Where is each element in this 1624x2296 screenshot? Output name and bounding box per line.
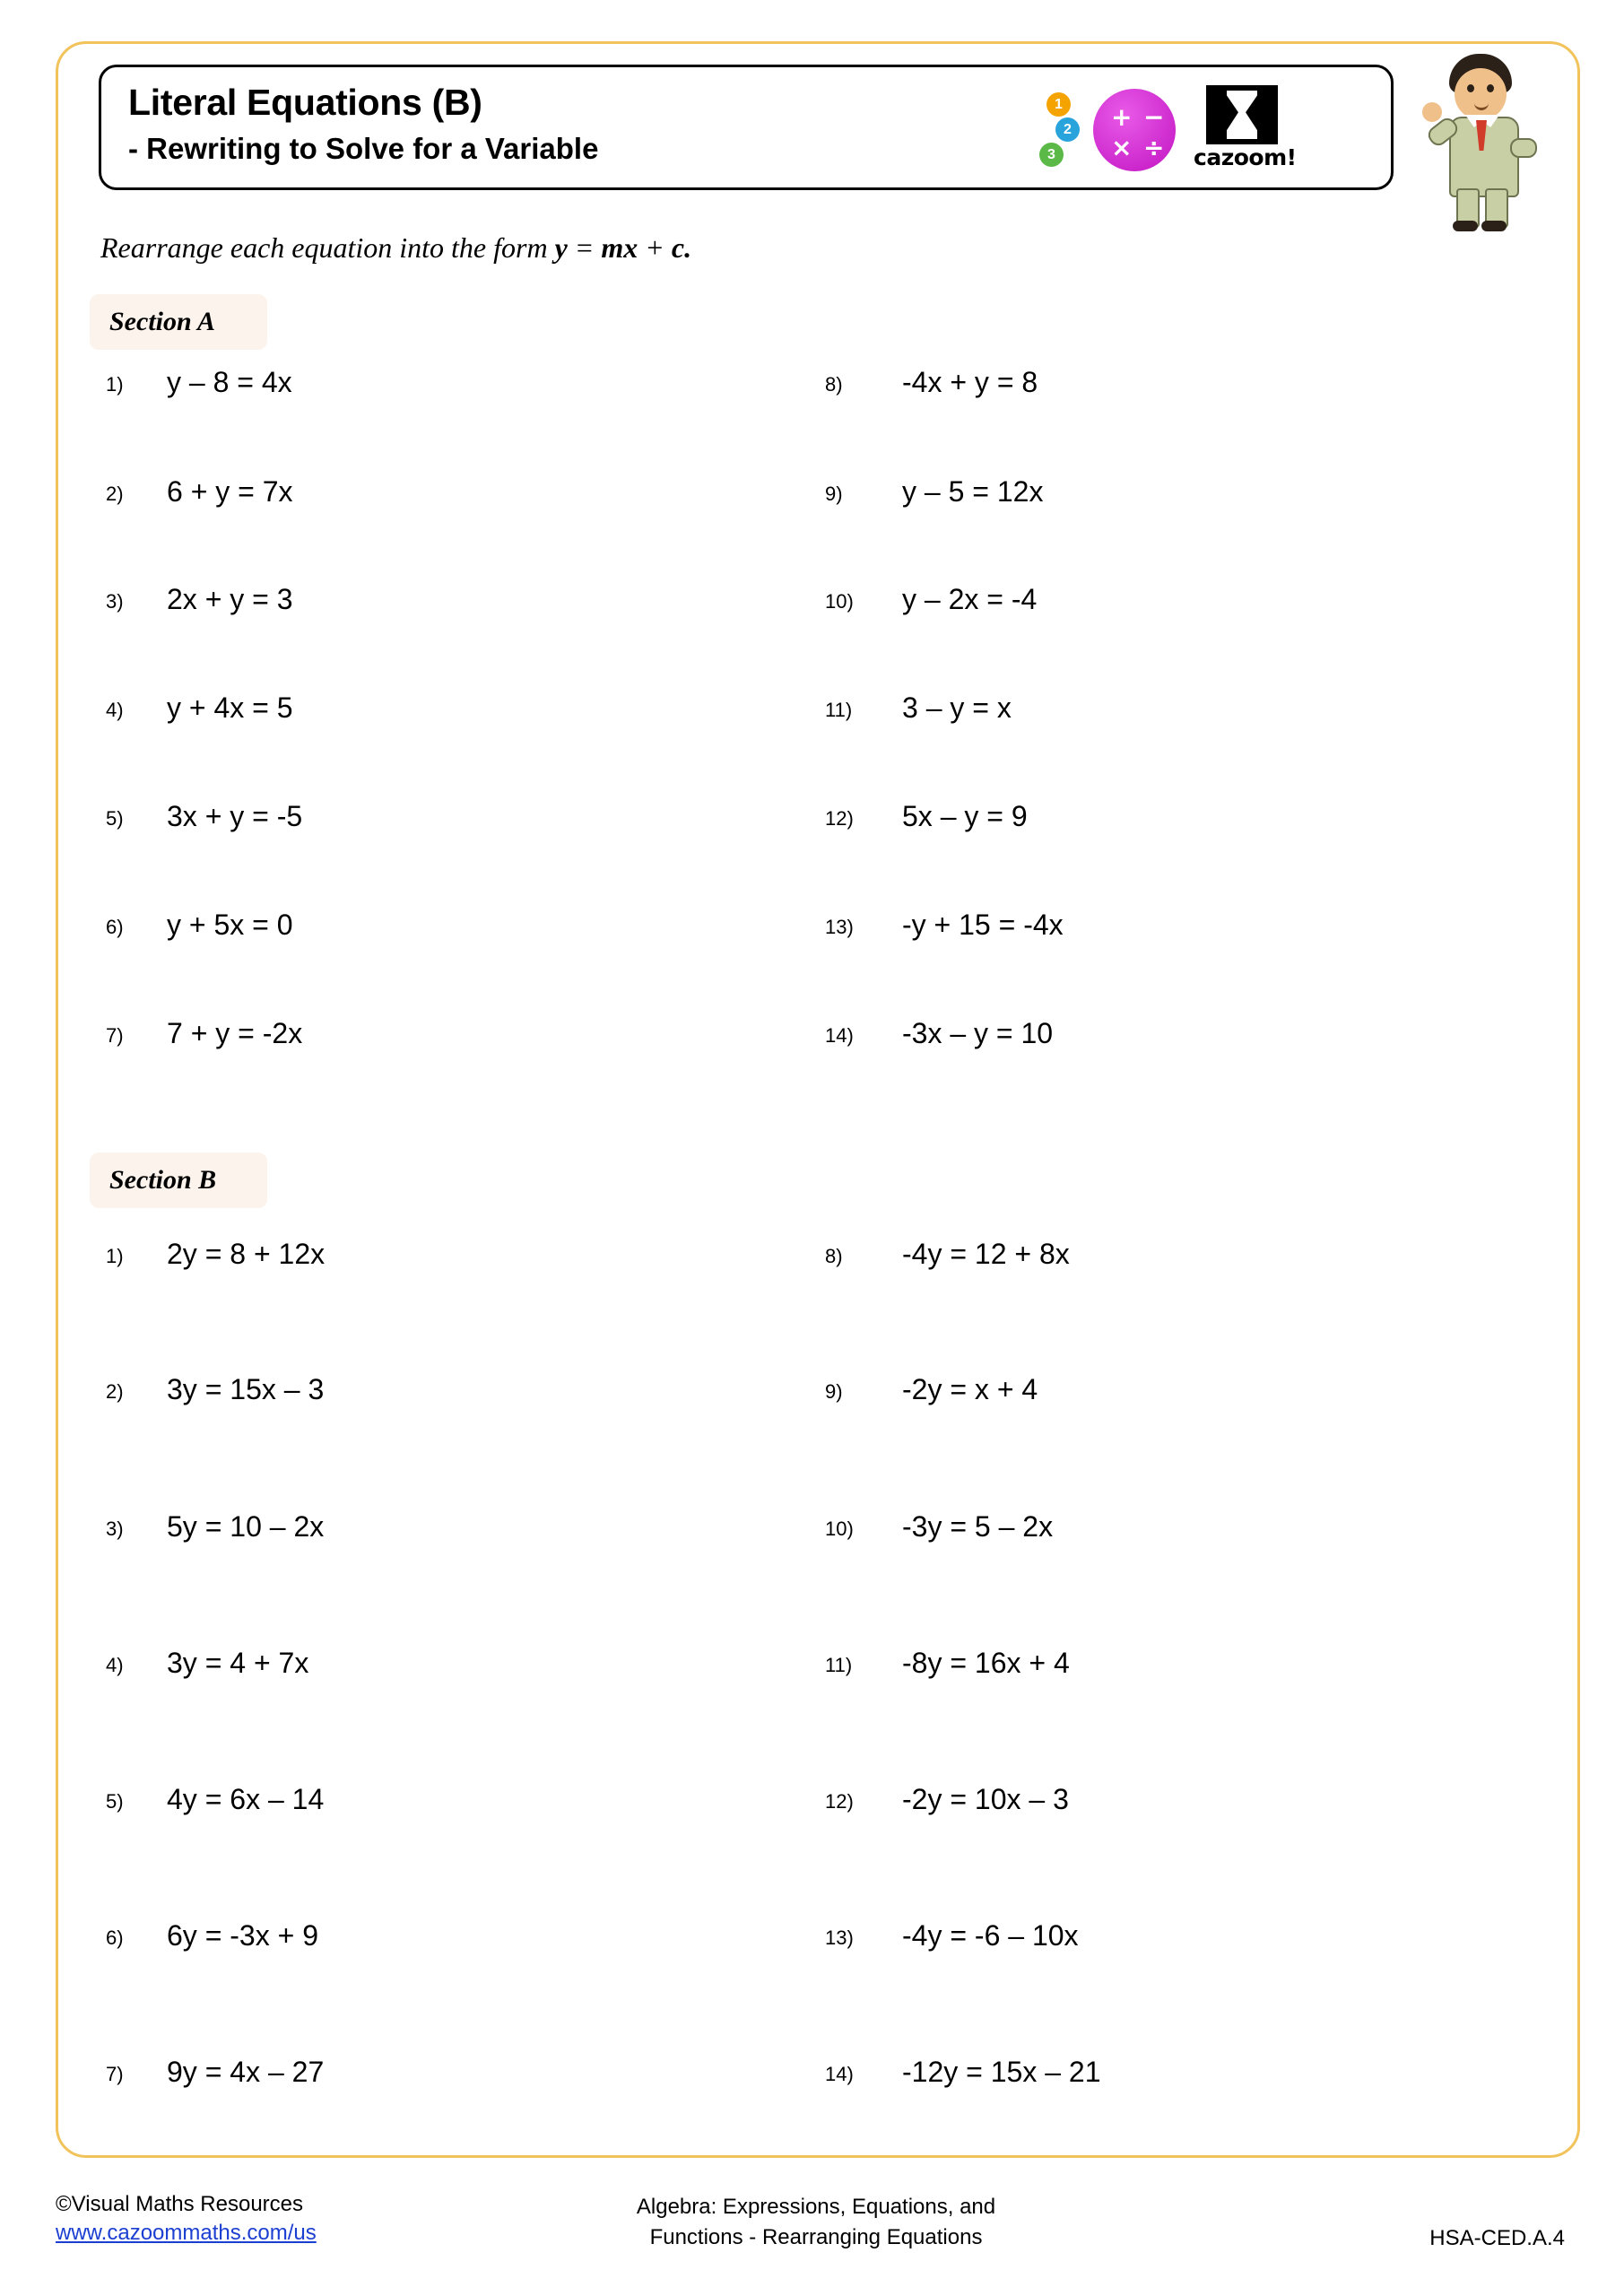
question-equation: y + 4x = 5 xyxy=(167,691,293,724)
question-number: 3) xyxy=(106,1518,124,1540)
question-equation: y – 2x = -4 xyxy=(902,583,1038,615)
plus-icon: + xyxy=(1111,102,1133,132)
question-equation: y + 5x = 0 xyxy=(167,909,293,941)
minus-icon: − xyxy=(1143,102,1165,132)
standard-code: HSA-CED.A.4 xyxy=(1429,2226,1565,2250)
question-number: 1) xyxy=(106,1245,124,1267)
question-number: 12) xyxy=(825,807,854,830)
instruction-y: y xyxy=(554,231,568,264)
question-equation: 5y = 10 – 2x xyxy=(167,1510,325,1543)
number-badges xyxy=(1038,92,1086,170)
question-number: 1) xyxy=(106,373,124,396)
question-number: 2) xyxy=(106,483,124,505)
question-equation: -4x + y = 8 xyxy=(902,366,1038,398)
cazoom-logo xyxy=(1194,85,1297,175)
mascot-hand-left xyxy=(1422,102,1442,122)
header-box xyxy=(99,65,1394,190)
section-a-title: Section A xyxy=(109,307,216,336)
question-number: 2) xyxy=(106,1380,124,1403)
question-equation: y – 8 = 4x xyxy=(167,366,292,398)
instruction-text xyxy=(100,231,691,265)
question-number: 7) xyxy=(106,1024,124,1047)
question-equation: 5x – y = 9 xyxy=(902,800,1028,832)
page-subtitle: - Rewriting to Solve for a Variable xyxy=(128,132,599,165)
mascot-arm-right xyxy=(1510,138,1537,158)
question-equation: 3 – y = x xyxy=(902,691,1012,724)
question-equation: 9y = 4x – 27 xyxy=(167,2056,325,2088)
question-number: 5) xyxy=(106,807,124,830)
sheet-border xyxy=(56,41,1580,2158)
question-equation: 2y = 8 + 12x xyxy=(167,1238,326,1270)
section-a-header xyxy=(90,294,267,350)
question-equation: -4y = 12 + 8x xyxy=(902,1238,1070,1270)
question-equation: y – 5 = 12x xyxy=(902,475,1044,508)
question-number: 14) xyxy=(825,2063,854,2085)
question-equation: -3x – y = 10 xyxy=(902,1017,1054,1049)
question-number: 12) xyxy=(825,1790,854,1813)
instruction-c: c. xyxy=(671,231,692,264)
question-equation: 2x + y = 3 xyxy=(167,583,293,615)
mascot-shoe-left xyxy=(1453,221,1478,231)
mascot-face xyxy=(1455,68,1507,120)
mascot-eye-right xyxy=(1487,84,1494,92)
question-equation: -2y = 10x – 3 xyxy=(902,1783,1069,1815)
question-equation: 3x + y = -5 xyxy=(167,800,303,832)
cazoom-logo-square-icon xyxy=(1206,85,1278,144)
cazoom-hourglass-icon xyxy=(1227,91,1257,139)
footer-center xyxy=(556,2192,1076,2252)
mascot-eye-left xyxy=(1467,84,1474,92)
question-equation: 3y = 15x – 3 xyxy=(167,1373,325,1405)
question-number: 13) xyxy=(825,1926,854,1949)
question-number: 11) xyxy=(825,699,853,721)
question-equation: 4y = 6x – 14 xyxy=(167,1783,325,1815)
mascot-legs xyxy=(1455,188,1510,230)
section-b-header xyxy=(90,1152,267,1208)
question-number: 5) xyxy=(106,1790,124,1813)
instruction-equals: = xyxy=(567,231,602,264)
question-number: 7) xyxy=(106,2063,124,2085)
copyright-text: ©Visual Maths Resources xyxy=(56,2192,304,2216)
question-number: 14) xyxy=(825,1024,854,1047)
question-number: 11) xyxy=(825,1654,853,1676)
badge-three-icon: 3 xyxy=(1039,143,1064,167)
question-number: 9) xyxy=(825,483,843,505)
question-equation: -8y = 16x + 4 xyxy=(902,1647,1070,1679)
question-number: 8) xyxy=(825,373,843,396)
mascot-shoe-right xyxy=(1481,221,1507,231)
cazoom-brand-text: cazoom! xyxy=(1194,144,1297,170)
question-number: 13) xyxy=(825,916,854,938)
topic-line-1: Algebra: Expressions, Equations, and xyxy=(636,2195,996,2219)
question-equation: -2y = x + 4 xyxy=(902,1373,1038,1405)
question-number: 8) xyxy=(825,1245,843,1267)
question-number: 4) xyxy=(106,699,124,721)
website-link[interactable]: www.cazoommaths.com/us xyxy=(56,2221,317,2246)
question-number: 10) xyxy=(825,1518,854,1540)
operators-circle-icon xyxy=(1093,89,1176,171)
question-equation: 6y = -3x + 9 xyxy=(167,1919,318,1952)
page-title: Literal Equations (B) xyxy=(128,82,482,123)
question-number: 10) xyxy=(825,590,854,613)
divide-icon: ÷ xyxy=(1143,133,1165,162)
badge-one-icon: 1 xyxy=(1046,92,1071,117)
mascot-illustration xyxy=(1417,52,1551,249)
question-number: 4) xyxy=(106,1654,124,1676)
question-number: 6) xyxy=(106,1926,124,1949)
footer-left xyxy=(56,2190,317,2248)
instruction-mx: mx xyxy=(601,231,638,264)
question-equation: -12y = 15x – 21 xyxy=(902,2056,1101,2088)
question-equation: 3y = 4 + 7x xyxy=(167,1647,309,1679)
instruction-plus: + xyxy=(638,231,672,264)
topic-line-2: Functions - Rearranging Equations xyxy=(649,2224,983,2249)
question-equation: -4y = -6 – 10x xyxy=(902,1919,1079,1952)
question-number: 3) xyxy=(106,590,124,613)
question-equation: 7 + y = -2x xyxy=(167,1017,303,1049)
question-number: 6) xyxy=(106,916,124,938)
question-number: 9) xyxy=(825,1380,843,1403)
question-equation: -3y = 5 – 2x xyxy=(902,1510,1054,1543)
times-icon: × xyxy=(1111,133,1133,162)
question-equation: 6 + y = 7x xyxy=(167,475,293,508)
section-b-title: Section B xyxy=(109,1165,217,1195)
badge-two-icon: 2 xyxy=(1055,117,1080,142)
logo-cluster xyxy=(1029,82,1369,178)
question-equation: -y + 15 = -4x xyxy=(902,909,1064,941)
instruction-prefix: Rearrange each equation into the form xyxy=(100,231,555,264)
